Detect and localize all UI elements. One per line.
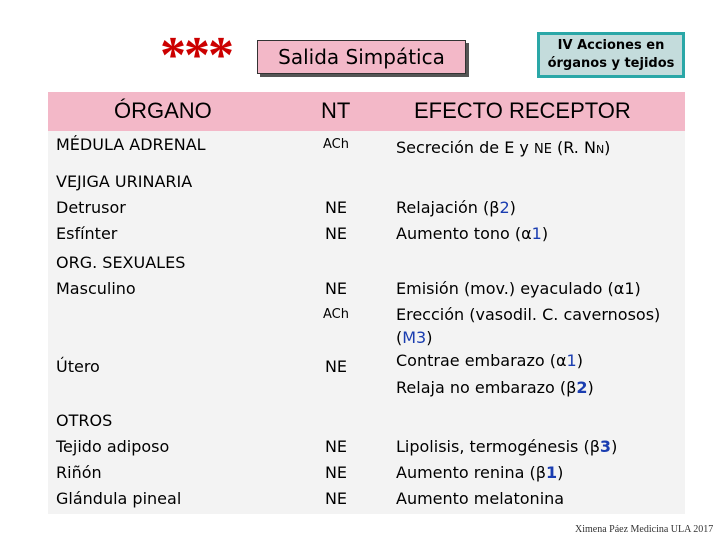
- section-label-line2: órganos y tejidos: [547, 56, 675, 71]
- effect-adrenal-b: NE: [533, 142, 552, 157]
- effect-sphincter-a: Aumento tono (α: [396, 224, 532, 243]
- column-header-nt: NT: [321, 98, 351, 123]
- organ-uterus: Útero: [56, 357, 100, 376]
- organ-sphincter: Esfínter: [56, 224, 118, 243]
- section-label: [537, 32, 685, 78]
- column-header-organ: ÓRGANO: [114, 98, 212, 123]
- nt-uterus: NE: [324, 357, 348, 376]
- effect-uterus-1-c: ): [576, 351, 583, 370]
- effect-kidney: [396, 460, 563, 486]
- effect-detrusor: [396, 195, 516, 221]
- effect-detrusor-a: Relajación (β: [396, 198, 500, 217]
- effect-uterus-1: [396, 348, 583, 374]
- organ-sex-group: ORG. SEXUALES: [56, 253, 186, 272]
- effect-adrenal-c: (R. N: [551, 138, 596, 157]
- nt-pineal: NE: [324, 489, 348, 508]
- effect-adrenal-a: Secreción de E y: [396, 138, 534, 157]
- effect-uterus-2-c: ): [587, 378, 594, 397]
- effect-kidney-a: Aumento renina (β: [396, 463, 546, 482]
- effect-kidney-c: ): [557, 463, 564, 482]
- effect-adipose-b: 3: [599, 437, 612, 456]
- effect-sphincter: [396, 221, 548, 247]
- effect-uterus-1-b: 1: [566, 351, 577, 370]
- nt-male: NE: [324, 279, 348, 298]
- effect-adrenal-d: N: [595, 143, 605, 156]
- nt-kidney: NE: [324, 463, 348, 482]
- effect-uterus-2-b: 2: [576, 378, 588, 397]
- effect-male-3-b: M3: [402, 328, 427, 347]
- organ-detrusor: Detrusor: [56, 198, 126, 217]
- author-credit: Ximena Páez Medicina ULA 2017: [575, 524, 714, 535]
- effect-male-3-c: ): [426, 328, 433, 347]
- column-header-effect: EFECTO RECEPTOR: [414, 98, 631, 123]
- nt-sphincter: NE: [324, 224, 348, 243]
- nt-detrusor: NE: [324, 198, 348, 217]
- effect-adipose-c: ): [611, 437, 618, 456]
- table-header: [48, 92, 685, 132]
- effect-uterus-2-a: Relaja no embarazo (β: [396, 378, 577, 397]
- effect-pineal: Aumento melatonina: [396, 489, 565, 508]
- organ-other-group: OTROS: [56, 411, 113, 430]
- organ-pineal: Glándula pineal: [56, 489, 182, 508]
- organ-adrenal: MÉDULA ADRENAL: [56, 135, 206, 154]
- effect-adrenal: [396, 135, 610, 163]
- effect-detrusor-b: 2: [499, 198, 510, 217]
- nt-adrenal: ACh: [323, 137, 349, 152]
- effect-uterus-2: [396, 375, 594, 401]
- organ-adipose: Tejido adiposo: [56, 437, 170, 456]
- effect-male-3-a: (: [396, 328, 403, 347]
- effect-kidney-b: 1: [545, 463, 558, 482]
- organ-kidney: Riñón: [56, 463, 102, 482]
- effect-sphincter-b: 1: [531, 224, 542, 243]
- effect-male-2: Erección (vasodil. C. cavernosos): [396, 305, 661, 324]
- effect-uterus-1-a: Contrae embarazo (α: [396, 351, 567, 370]
- nt-adipose: NE: [324, 437, 348, 456]
- effect-detrusor-c: ): [509, 198, 516, 217]
- effect-sphincter-c: ): [541, 224, 549, 243]
- effect-adipose: [396, 434, 617, 460]
- organ-male: Masculino: [56, 279, 136, 298]
- organ-bladder-group: VEJIGA URINARIA: [56, 172, 193, 191]
- nt-male-2: ACh: [323, 307, 349, 322]
- stars-marker: ***: [160, 27, 232, 84]
- effect-male: Emisión (mov.) eyaculado (α1): [396, 279, 641, 298]
- effect-adipose-a: Lipolisis, termogénesis (β: [396, 437, 600, 456]
- page-title: Salida Simpática: [257, 40, 466, 74]
- section-label-line1: IV Acciones en: [557, 38, 665, 53]
- effect-adrenal-e: ): [604, 138, 611, 157]
- receptor-table: [48, 92, 685, 514]
